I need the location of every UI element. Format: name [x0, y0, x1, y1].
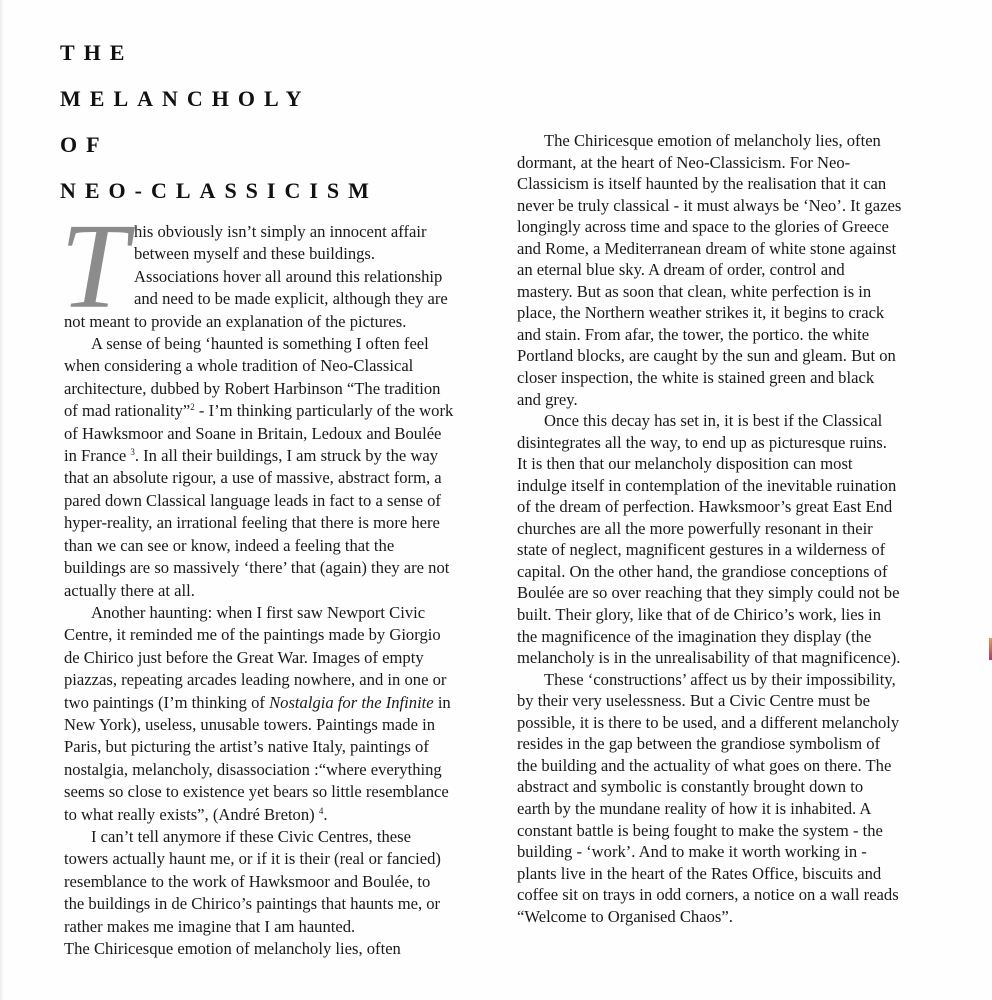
footnote-ref: 4	[318, 805, 324, 816]
text-line: towers actually haunt me, or if it is their (real or fancied)	[64, 849, 441, 869]
article-title	[60, 30, 378, 214]
text-line: de Chirico just before the Great War. Images of empty	[64, 647, 424, 667]
text-line: The Chiricesque emotion of melancholy lies, often	[544, 131, 881, 150]
text-line: his obviously isn’t simply an innocent affair	[134, 222, 427, 241]
text-run: .	[323, 804, 328, 824]
paragraph	[64, 938, 484, 960]
text-line: an eternal blue sky. A dream of order, control and	[517, 260, 845, 280]
text-line: Classicism is itself haunted by the realisation that it can	[517, 174, 887, 194]
text-line: abstract and symbolic is constantly brought down to	[517, 777, 864, 797]
page-spine-shadow	[0, 0, 4, 1000]
title-line: OF	[60, 132, 109, 157]
text-line: dormant, at the heart of Neo-Classicism. For Neo-	[517, 152, 851, 172]
footnote-ref: 3	[130, 447, 135, 458]
drop-cap: T	[60, 199, 128, 334]
text-line: the magnificence of the imagination they display (the	[517, 626, 872, 646]
text-line: Centre, it reminded me of the paintings made by Giorgio	[64, 625, 441, 645]
text-line: by their very uselessness. But a Civic Centre must be	[517, 691, 871, 711]
paragraph	[64, 602, 484, 826]
text-line	[64, 445, 484, 467]
text-line: longingly across time and space to the glories of Greece	[517, 217, 889, 237]
text-line: hyper-reality, an irrational feeling that there is more here	[64, 513, 440, 533]
text-line: Paris, but picturing the artist’s native Italy, paintings of	[64, 737, 429, 757]
text-line: seems so close to existence yet bears so little resemblance	[64, 782, 449, 802]
text-line: and grey.	[517, 389, 578, 409]
paragraph	[64, 333, 484, 602]
text-line: and need to be made explicit, although they are	[134, 289, 448, 309]
text-line: resides in the gap between the grandiose symbolism of	[517, 734, 881, 754]
text-line: “Welcome to Organised Chaos”.	[517, 906, 733, 926]
text-line: place, the Northern weather strikes it, it begins to crack	[517, 303, 885, 323]
text-line: plants live in the heart of the Rates Office, biscuits and	[517, 863, 882, 883]
text-line: mastery. But as soon that clean, white perfection is in	[517, 281, 872, 301]
text-line: of Hawksmoor and Soane in Britain, Ledoux and Boulée	[64, 423, 442, 443]
italic-title: Nostalgia for the Infinite	[269, 692, 434, 712]
text-line: pared down Classical language leads in fact to a sense of	[64, 490, 441, 510]
title-line: NEO-CLASSICISM	[60, 178, 378, 203]
text-line: between myself and these buildings.	[134, 244, 376, 264]
text-line: and Rome, a Mediterranean dream of white stone against	[517, 238, 897, 258]
text-line: not meant to provide an explanation of the pictures.	[64, 311, 407, 331]
text-line: Another haunting: when I first saw Newport Civic	[91, 602, 426, 622]
text-line: constant battle is being fought to make the system - the	[517, 820, 883, 840]
text-line: Once this decay has set in, it is best if the Classical	[544, 411, 883, 431]
text-line: the building and the actuality of what goes on there. The	[517, 755, 892, 775]
text-line: never be truly classical - it must always be ‘Neo’. It gazes	[517, 195, 902, 215]
text-line: It is then that our melancholy disposition can most	[517, 454, 853, 474]
right-column	[517, 130, 947, 927]
text-line: disintegrates all the way, to end up as picturesque ruins.	[517, 432, 887, 452]
text-line: resemblance to the work of Hawksmoor and Boulée, to	[64, 871, 431, 891]
text-line: nostalgia, melancholy, disassociation :“where everything	[64, 759, 442, 779]
text-run: two paintings (I’m thinking of	[64, 692, 270, 712]
text-run: . In all their buildings, I am struck by the way	[134, 446, 439, 466]
footnote-ref: 2	[190, 402, 195, 413]
text-line: buildings are so massively ‘there’ that (again) they are not	[64, 558, 450, 578]
text-line: state of neglect, magnificent gestures in a wilderness of	[517, 540, 886, 560]
text-line: The Chiricesque emotion of melancholy lies, often	[64, 939, 401, 958]
text-line: actually there at all.	[64, 580, 195, 600]
text-line: Associations hover all around this relationship	[134, 266, 443, 286]
text-run: - I’m thinking particularly of the work	[194, 401, 454, 421]
paragraph	[517, 410, 947, 669]
text-line: New York), useless, unusable towers. Paintings made in	[64, 714, 436, 734]
text-run: in	[433, 692, 451, 712]
text-line: capital. On the other hand, the grandiose conceptions of	[517, 561, 888, 581]
text-line: architecture, dubbed by Robert Harbinson “The tradition	[64, 378, 441, 398]
text-line	[64, 692, 484, 714]
text-line: melancholy is in the unrealisability of that magnificence).	[517, 648, 901, 668]
text-line: Portland blocks, are caught by the sun and gleam. But on	[517, 346, 896, 366]
text-line: of the dream of perfection. Hawksmoor’s great East End	[517, 497, 893, 517]
text-line: A sense of being ‘haunted is something I often feel	[91, 334, 429, 354]
text-line: building - ‘work’. And to make it worth working in -	[517, 842, 867, 862]
text-line: I can’t tell anymore if these Civic Centres, these	[91, 826, 411, 846]
paragraph	[64, 221, 484, 333]
text-line: that an absolute rigour, a use of massive, abstract form, a	[64, 468, 442, 488]
text-line: closer inspection, the white is stained green and black	[517, 368, 875, 388]
text-run: in France	[64, 446, 131, 466]
text-line: possible, it is there to be used, and a different melancholy	[517, 712, 900, 732]
text-line	[64, 400, 484, 422]
paragraph	[517, 130, 947, 410]
text-line: These ‘constructions’ affect us by their impossibility,	[544, 669, 896, 689]
text-line: churches are all the more powerfully resonant in their	[517, 518, 873, 538]
text-line: earth by the mundane reality of how it is inhabited. A	[517, 798, 872, 818]
text-line: Boulée are so over reaching that they simply could not be	[517, 583, 900, 603]
title-line: MELANCHOLY	[60, 86, 311, 111]
text-line: coffee sit on trays in odd corners, a notice on a wall reads	[517, 885, 899, 905]
text-run: of mad rationality”	[64, 401, 191, 421]
text-line: the buildings in de Chirico’s paintings that haunts me, or	[64, 894, 441, 914]
paragraph	[64, 826, 484, 938]
text-line: rather makes me imagine that I am haunted.	[64, 916, 356, 936]
paragraph	[517, 669, 947, 928]
left-column	[64, 221, 484, 960]
text-line: when considering a whole tradition of Neo-Classical	[64, 356, 414, 376]
text-line	[64, 804, 484, 826]
text-line: built. Their glory, like that of de Chirico’s work, lies in	[517, 605, 882, 625]
title-line: THE	[60, 40, 134, 65]
text-line: and stain. From afar, the tower, the portico. the white	[517, 324, 870, 344]
text-line: than we can see or know, indeed a feeling that the	[64, 535, 395, 555]
text-run: to what really exists”, (André Breton)	[64, 804, 319, 824]
text-line: indulge itself in contemplation of the inevitable ruination	[517, 475, 897, 495]
text-line: piazzas, repeating arcades leading nowhere, and in one or	[64, 670, 447, 690]
